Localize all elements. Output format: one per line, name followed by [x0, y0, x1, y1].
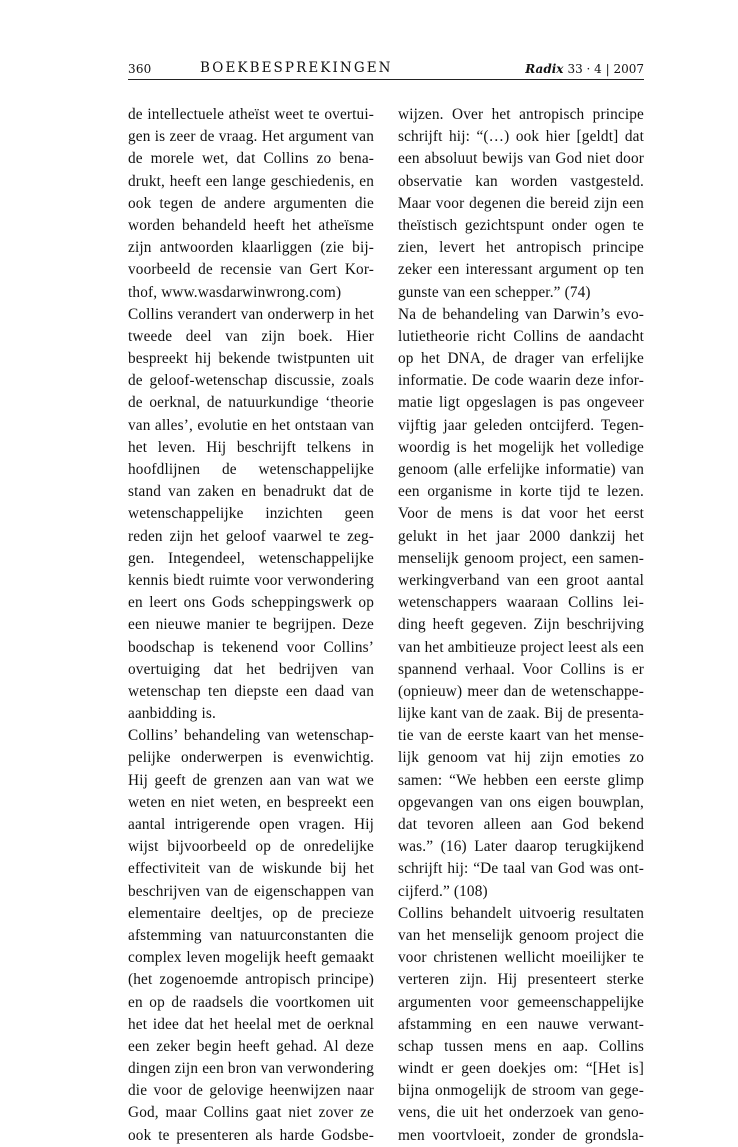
right-column	[398, 104, 644, 1147]
text-line: theïstisch gezichtspunt onder ogen te	[398, 216, 644, 234]
text-line: zeker een interessant argument op ten	[398, 261, 644, 279]
text-line: ding heeft gegeven. Zijn beschrijving	[398, 616, 644, 634]
text-line: schap tussen mens en aap. Collins	[398, 1037, 644, 1055]
text-line: observatie kan worden vastgesteld.	[398, 172, 644, 190]
text-line: gen. Integendeel, wetenschappelijke	[128, 549, 374, 567]
text-line: overtuiging dat het bedrijven van	[128, 660, 374, 678]
text-line: gen is zeer de vraag. Het argument van	[128, 128, 374, 146]
text-line: wetenschappers waaraan Collins lei-	[398, 594, 644, 612]
text-line: ook te presenteren als harde Godsbe-	[128, 1126, 374, 1144]
text-line: stand van zaken en benadrukt dat de	[128, 483, 374, 501]
text-line: hoofdlijnen de wetenschappelijke	[128, 461, 374, 478]
text-line: pelijke onderwerpen is evenwichtig.	[128, 749, 374, 767]
text-line: (het zogenoemde antropisch principe)	[128, 971, 374, 989]
text-line: voor christenen wellicht moeilijker te	[398, 949, 644, 967]
text-line: lijke kant van de zaak. Bij de presenta-	[398, 705, 644, 723]
text-line: bijna onmogelijk de stroom van gege-	[398, 1082, 644, 1100]
text-line: wijst bijvoorbeeld op de onredelijke	[128, 838, 374, 856]
running-header	[128, 60, 644, 80]
text-line: effectiviteit van de wiskunde bij het	[128, 860, 374, 878]
text-line: was.” (16) Later daarop terugkijkend	[398, 838, 644, 856]
text-line: Collins’ behandeling van wetenschap-	[128, 727, 374, 745]
text-line: boodschap is tekenend voor Collins’	[128, 638, 374, 656]
text-line: de geloof-wetenschap discussie, zoals	[128, 372, 374, 390]
text-line: beschrijven van de eigenschappen van	[128, 882, 374, 900]
text-line: van het ambitieuze project leest als een	[398, 638, 644, 656]
text-line: ook tegen de andere argumenten die	[128, 194, 374, 212]
text-line: Voor de mens is dat voor het eerst	[398, 505, 644, 523]
text-line: het idee dat het heelal met de oerknal	[128, 1015, 374, 1033]
text-line: weten en niet weten, en bespreekt een	[128, 793, 374, 811]
text-line: aanbidding is.	[128, 705, 216, 723]
text-line: lutietheorie richt Collins de aandacht	[398, 327, 644, 345]
text-line: en op de raadsels die voortkomen uit	[128, 993, 374, 1011]
text-line: gelukt in het jaar 2000 dankzij het	[398, 527, 644, 545]
text-line: tweede deel van zijn boek. Hier	[128, 327, 374, 345]
text-line: vens, die uit het onderzoek van geno-	[398, 1104, 644, 1122]
text-line: afstamming en een nauwe verwant-	[398, 1015, 644, 1033]
text-line: complex leven mogelijk heeft gemaakt	[128, 949, 374, 967]
text-line: het leven. Hij beschrijft telkens in	[128, 438, 374, 456]
text-line: een organisme in korte tijd te lezen.	[398, 483, 644, 501]
text-line: Maar voor degenen die bereid zijn een	[398, 194, 644, 212]
text-line: genoom (alle erfelijke informatie) van	[398, 461, 644, 478]
left-column	[128, 104, 374, 1147]
text-line: cijferd.” (108)	[398, 882, 488, 900]
text-line: men voortvloeit, zonder de grondsla-	[398, 1126, 644, 1144]
text-line: werkingverband van een groot aantal	[398, 571, 644, 589]
text-line: bespreekt hij bekende twistpunten uit	[128, 350, 374, 368]
text-line: afstemming van natuurconstanten die	[128, 926, 374, 944]
text-line: argumenten voor gemeenschappelijke	[398, 993, 644, 1011]
text-line: elementaire deeltjes, op de precieze	[128, 904, 374, 922]
journal-name: Radix	[525, 62, 564, 76]
journal-issue: 33 · 4 | 2007	[567, 62, 644, 76]
text-line: op het DNA, de drager van erfelijke	[398, 350, 644, 368]
text-line: (opnieuw) meer dan de wetenschappe-	[398, 682, 644, 700]
text-line: dingen zijn een bron van verwondering	[128, 1060, 374, 1078]
text-line: tie van de eerste kaart van het mense-	[398, 727, 644, 745]
section-title: BOEKBESPREKINGEN	[200, 60, 393, 76]
text-line: vijftig jaar geleden ontcijferd. Tegen-	[398, 416, 644, 434]
text-line: wijzen. Over het antropisch principe	[398, 106, 644, 123]
text-line: zijn antwoorden klaarliggen (zie bij-	[128, 239, 374, 257]
text-line: God, maar Collins gaat niet zover ze	[128, 1104, 374, 1122]
text-line: worden behandeld heeft het atheïsme	[128, 216, 374, 234]
text-line: verteren zijn. Hij presenteert sterke	[398, 971, 644, 989]
text-line: Collins behandelt uitvoerig resultaten	[398, 904, 644, 922]
text-line: reden zijn het geloof vaarwel te zeg-	[128, 527, 374, 545]
text-line: een absoluut bewijs van God niet door	[398, 150, 644, 168]
text-line: voorbeeld de recensie van Gert Kor-	[128, 261, 374, 279]
text-line: van het menselijk genoom project die	[398, 926, 644, 944]
text-line: wetenschap ten diepste een daad van	[128, 682, 374, 700]
text-line: aantal intrigerende open vragen. Hij	[128, 816, 374, 833]
text-line: samen: “We hebben een eerste glimp	[398, 771, 644, 789]
text-line: dat tevoren alleen aan God bekend	[398, 816, 644, 833]
text-line: de intellectuele atheïst weet te overtui-	[128, 106, 374, 123]
text-line: Collins verandert van onderwerp in het	[128, 305, 374, 323]
header-rule	[128, 79, 644, 80]
text-line: informatie. De code waarin deze infor-	[398, 372, 644, 390]
text-line: die voor de gelovige heenwijzen naar	[128, 1082, 374, 1100]
journal-reference	[525, 62, 644, 76]
text-line: schrijft hij: “(…) ook hier [geldt] dat	[398, 128, 644, 146]
text-line: Na de behandeling van Darwin’s evo-	[398, 305, 644, 323]
text-line: spannend verhaal. Voor Collins is er	[398, 660, 644, 678]
text-line: woordig is het mogelijk het volledige	[398, 438, 644, 456]
text-line: een zeker begin heeft gehad. Al deze	[128, 1037, 374, 1055]
text-line: drukt, heeft een lange geschiedenis, en	[128, 172, 374, 190]
text-line: de oerknal, de natuurkundige ‘theorie	[128, 394, 374, 412]
text-line: zien, levert het antropisch principe	[398, 239, 644, 257]
text-line: windt er geen doekjes om: “[Het is]	[398, 1060, 644, 1078]
text-line: thof, www.wasdarwinwrong.com)	[128, 283, 342, 301]
text-line: Hij geeft de grenzen aan van wat we	[128, 771, 374, 789]
text-line: gunste van een schepper.” (74)	[398, 283, 591, 301]
text-line: opgevangen van ons eigen bouwplan,	[398, 793, 644, 811]
page-number: 360	[128, 62, 152, 76]
text-line: van alles’, evolutie en het ontstaan van	[128, 416, 374, 434]
text-line: wetenschappelijke inzichten geen	[128, 505, 374, 523]
text-line: menselijk genoom project, een samen-	[398, 549, 644, 567]
text-line: een nieuwe manier te begrijpen. Deze	[128, 616, 374, 634]
text-line: en leert ons Gods scheppingswerk op	[128, 594, 374, 612]
text-line: schrijft hij: “De taal van God was ont-	[398, 860, 644, 878]
text-line: kennis biedt ruimte voor verwondering	[128, 571, 374, 589]
text-line: matie ligt opgeslagen is pas ongeveer	[398, 394, 644, 412]
text-line: lijk genoom vat hij zijn emoties zo	[398, 749, 644, 767]
text-line: de morele wet, dat Collins zo bena-	[128, 150, 374, 168]
